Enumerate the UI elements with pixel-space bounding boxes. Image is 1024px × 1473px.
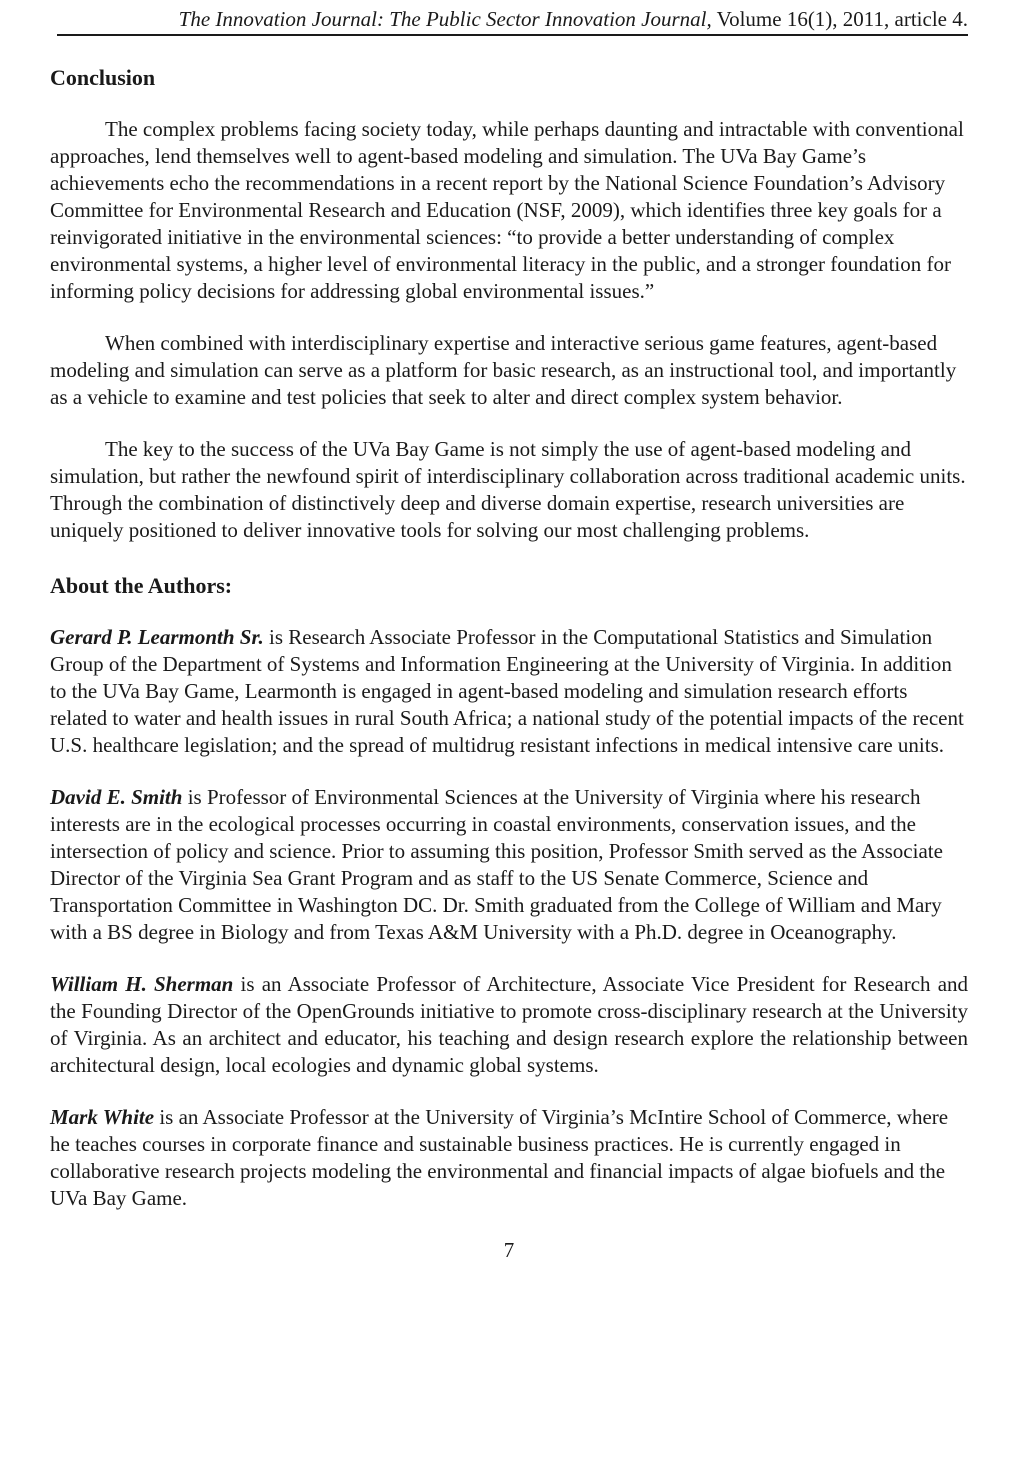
author-bio-text: is Research Associate Professor in the Computational Statistics and Simulation Group of the Department of Systems and Information Engineering at the University of Virginia. In addition to the UVa Bay Game, Learmonth is engaged in agent-based modeling and simulation research efforts related to water and health issues in rural South Africa; a national study of the potential impacts of the recent U.S. healthcare legislation; and the spread of multidrug resistant infections in medical intensive care units.: [50, 625, 964, 757]
author-bio-smith: [50, 784, 968, 946]
journal-issue-info: Volume 16(1), 2011, article 4.: [711, 7, 968, 31]
conclusion-paragraph-1: The complex problems facing society today, while perhaps daunting and intractable with conventional approaches, lend themselves well to agent-based modeling and simulation. The UVa Bay Game’s achievements echo the recommendations in a recent report by the National Science Foundation’s Advisory Committee for Environmental Research and Education (NSF, 2009), which identifies three key goals for a reinvigorated initiative in the environmental sciences: “to provide a better understanding of complex environmental systems, a higher level of environmental literacy in the public, and a stronger foundation for informing policy decisions for addressing global environmental issues.”: [50, 117, 964, 303]
conclusion-paragraph-2: When combined with interdisciplinary expertise and interactive serious game features, agent-based modeling and simulation can serve as a platform for basic research, as an instructional tool, and importantly as a vehicle to examine and test policies that seek to alter and direct complex system behavior.: [50, 331, 957, 409]
conclusion-heading: Conclusion: [50, 65, 156, 90]
author-name-learmonth: Gerard P. Learmonth Sr.: [50, 625, 264, 649]
author-bio-text: is an Associate Professor of Architecture, Associate Vice President for Research and the Founding Director of the OpenGrounds initiative to promote cross-disciplinary research at the University of Virginia. As an architect and educator, his teaching and design research explore the relationship between architectural design, local ecologies and dynamic global systems.: [50, 972, 969, 1077]
author-bio-sherman: [50, 971, 968, 1079]
journal-title: The Innovation Journal: The Public Sector Innovation Journal,: [178, 7, 712, 31]
author-bio-text: is an Associate Professor at the University of Virginia’s McIntire School of Commerce, where he teaches courses in corporate finance and sustainable business practices. He is currently engaged in collaborative research projects modeling the environmental and financial impacts of algae biofuels and the UVa Bay Game.: [50, 1105, 949, 1210]
author-name-sherman: William H. Sherman: [50, 972, 234, 996]
author-bio-learmonth: [50, 624, 968, 759]
conclusion-paragraph-3: The key to the success of the UVa Bay Game is not simply the use of agent-based modeling and simulation, but rather the newfound spirit of interdisciplinary collaboration across traditional academic units. Through the combination of distinctively deep and diverse domain expertise, research universities are uniquely positioned to deliver innovative tools for solving our most challenging problems.: [50, 437, 966, 542]
page-number: 7: [503, 1238, 515, 1262]
running-header: [57, 6, 968, 36]
about-authors-heading: About the Authors:: [50, 573, 233, 598]
author-name-white: Mark White: [50, 1105, 155, 1129]
author-name-smith: David E. Smith: [50, 785, 183, 809]
author-bio-text: is Professor of Environmental Sciences at the University of Virginia where his research interests are in the ecological processes occurring in coastal environments, conservation issues, and the intersection of policy and science. Prior to assuming this position, Professor Smith served as the Associate Director of the Virginia Sea Grant Program and as staff to the US Senate Commerce, Science and Transportation Committee in Washington DC. Dr. Smith graduated from the College of William and Mary with a BS degree in Biology and from Texas A&M University with a Ph.D. degree in Oceanography.: [50, 785, 943, 944]
author-bio-white: [50, 1104, 968, 1212]
